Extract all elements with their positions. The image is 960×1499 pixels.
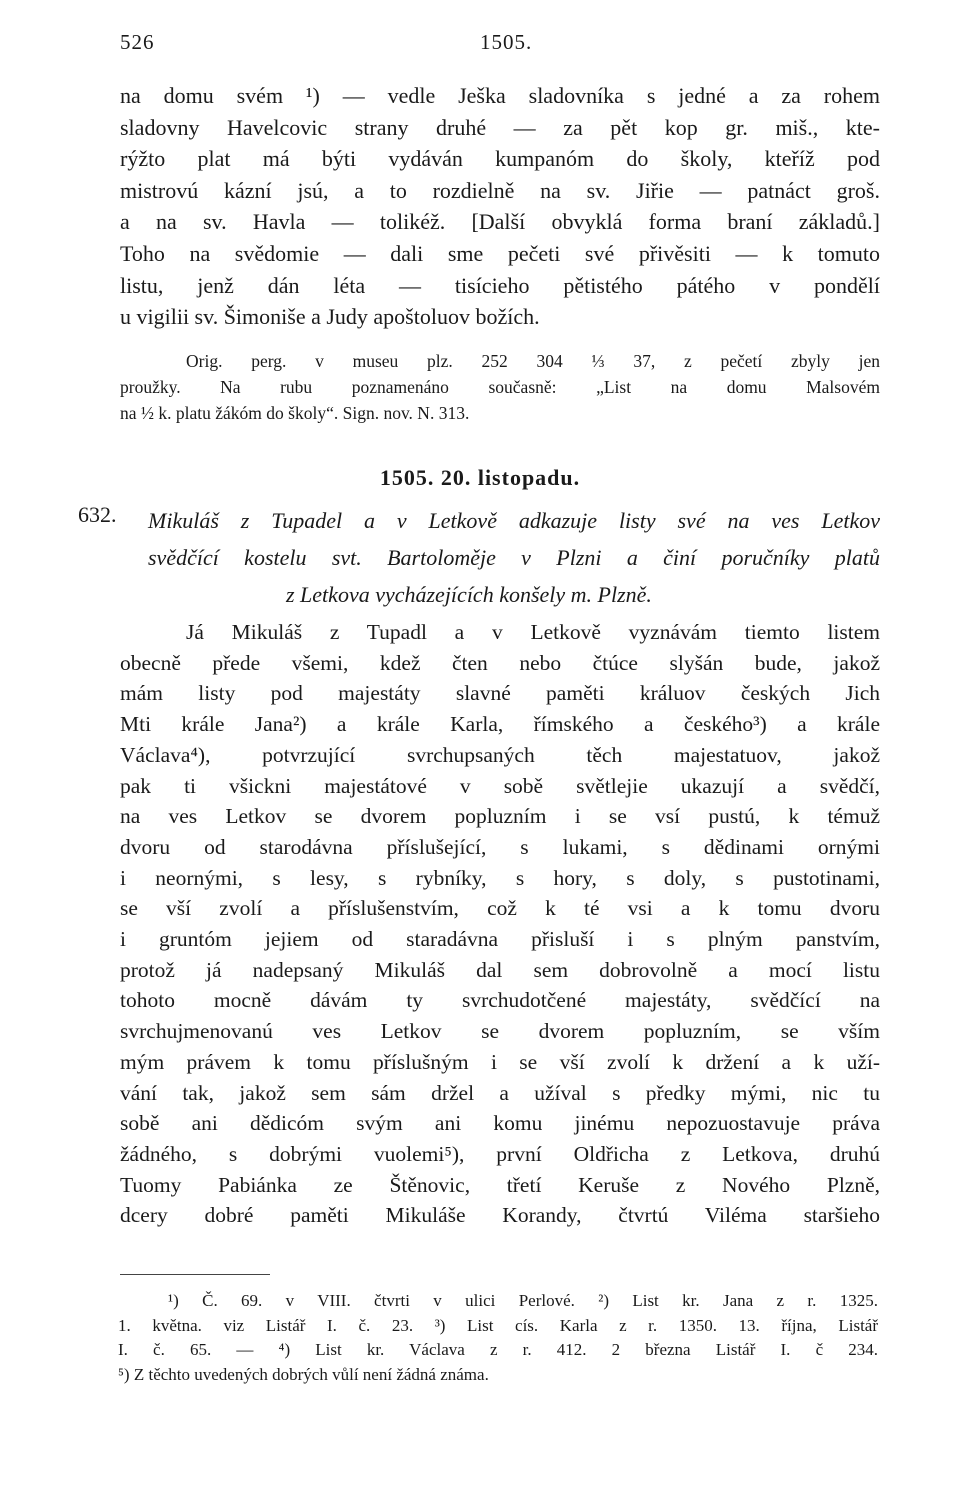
body-line: svrchujmenovanú ves Letkov se dvorem popluzním, se vším (120, 1019, 880, 1044)
footnote-line: ¹) Č. 69. v VIII. čtvrti v ulici Perlové. ²) List kr. Jana z r. 1325. (168, 1291, 878, 1310)
body-line: na ves Letkov se dvorem popluzním i se vsí pustú, k témuž (120, 804, 880, 829)
body-line: Mti krále Jana²) a krále Karla, římského a českého³) a krále (120, 712, 880, 737)
body-line: obecně přede všemi, kdež čten nebo čtúce slyšán bude, jakož (120, 650, 880, 675)
text-line: listu, jenž dán léta — tisícieho pětistého pátého v pondělí (120, 272, 880, 298)
text-line: sladovny Havelcovic strany druhé — za pět kop gr. miš., kte- (120, 114, 880, 140)
body-line: vání tak, jakož sem sám držel a užíval s předky mými, nic tu (120, 1080, 880, 1105)
regest-line: z Letkova vycházejících konšely m. Plzně. (286, 582, 652, 607)
footnote-line: I. č. 65. — ⁴) List kr. Václava z r. 412. 2 března Listář I. č 234. (118, 1340, 878, 1359)
text-line: a na sv. Havla — tolikéž. [Další obvyklá forma braní základů.] (120, 209, 880, 235)
note-line: Orig. perg. v museu plz. 252 304 ⅓ 37, z pečetí zbyly jen (186, 351, 880, 371)
footnotes (118, 1289, 878, 1387)
footnote-divider (120, 1274, 270, 1275)
text-line: Toho na svědomie — dali sme pečeti své přivěsiti — k tomuto (120, 240, 880, 266)
date-heading: 1505. 20. listopadu. (379, 465, 581, 490)
continuation-text (120, 80, 880, 333)
regest-line: Mikuláš z Tupadel a v Letkově adkazuje listy své na ves Letkov (148, 508, 880, 533)
footnote-line: ⁵) Z těchto uvedených dobrých vůlí není žádná známa. (118, 1364, 489, 1384)
regest-summary (148, 502, 880, 613)
text-line: u vigilii sv. Šimoniše a Judy apoštoluov božích. (120, 304, 540, 330)
note-line: na ½ k. platu žákóm do školy“. Sign. nov. N. 313. (120, 403, 470, 423)
running-head-year: 1505. (480, 30, 533, 54)
body-line: mým právem k tomu příslušným i se vší zvolí k držení a k uží- (120, 1049, 880, 1074)
text-line: mistrovú kázní jsú, a to rozdielně na sv. Jiřie — patnáct groš. (120, 177, 880, 203)
body-line: pak ti všickni majestátové v sobě světlejie ukazují a svědčí, (120, 773, 880, 798)
note-line: proužky. Na rubu poznamenáno současně: „List na domu Malsovém (120, 377, 880, 397)
text-line: rýžto plat má býti vydáván kumpanóm do školy, kteříž pod (120, 146, 880, 172)
archival-note (120, 348, 880, 426)
body-line: i neornými, s lesy, s rybníky, s hory, s doly, s pustotinami, (120, 865, 880, 890)
regest-line: svědčící kostelu svt. Bartoloměje v Plzni a činí poručníky platů (148, 545, 880, 570)
body-line: Václava⁴), potvrzující svrchupsaných těch majestatuov, jakož (120, 742, 880, 767)
body-line: Tuomy Pabiánka ze Štěnovic, třetí Keruše z Nového Plzně, (120, 1172, 880, 1197)
body-line: se vší zvolí a příslušenstvím, což k té vsi a k tomu dvoru (120, 896, 880, 921)
running-header (120, 30, 880, 60)
body-line: protož já nadepsaný Mikuláš dal sem dobrovolně a mocí listu (120, 957, 880, 982)
body-line: žádného, s dobrými vuolemi⁵), první Oldřicha z Letkova, druhú (120, 1141, 880, 1166)
document-number: 632. (78, 502, 117, 527)
body-line: dvoru od starodávna příslušející, s lukami, s dědinami ornými (120, 834, 880, 859)
text-line: na domu svém ¹) — vedle Ješka sladovníka s jedné a za rohem (120, 83, 880, 108)
body-line: Já Mikuláš z Tupadl a v Letkově vyznávám tiemto listem (186, 620, 880, 644)
body-line: sobě ani dědicóm svým ani komu jinému nepozuostavuje práva (120, 1111, 880, 1136)
document-body (120, 617, 880, 1231)
page-number: 526 (120, 30, 155, 54)
body-line: i gruntóm jejiem od staradávna přisluší i s plným panstvím, (120, 927, 880, 952)
body-line: mám listy pod majestáty slavné paměti králuov českých Jich (120, 681, 880, 706)
body-line: tohoto mocně dávám ty svrchudotčené majestáty, svědčící na (120, 988, 880, 1013)
body-line: dcery dobré paměti Mikuláše Korandy, čtvrtú Viléma staršieho (120, 1203, 880, 1228)
footnote-line: 1. května. viz Listář I. č. 23. ³) List cís. Karla z r. 1350. 13. října, Listář (118, 1315, 878, 1335)
